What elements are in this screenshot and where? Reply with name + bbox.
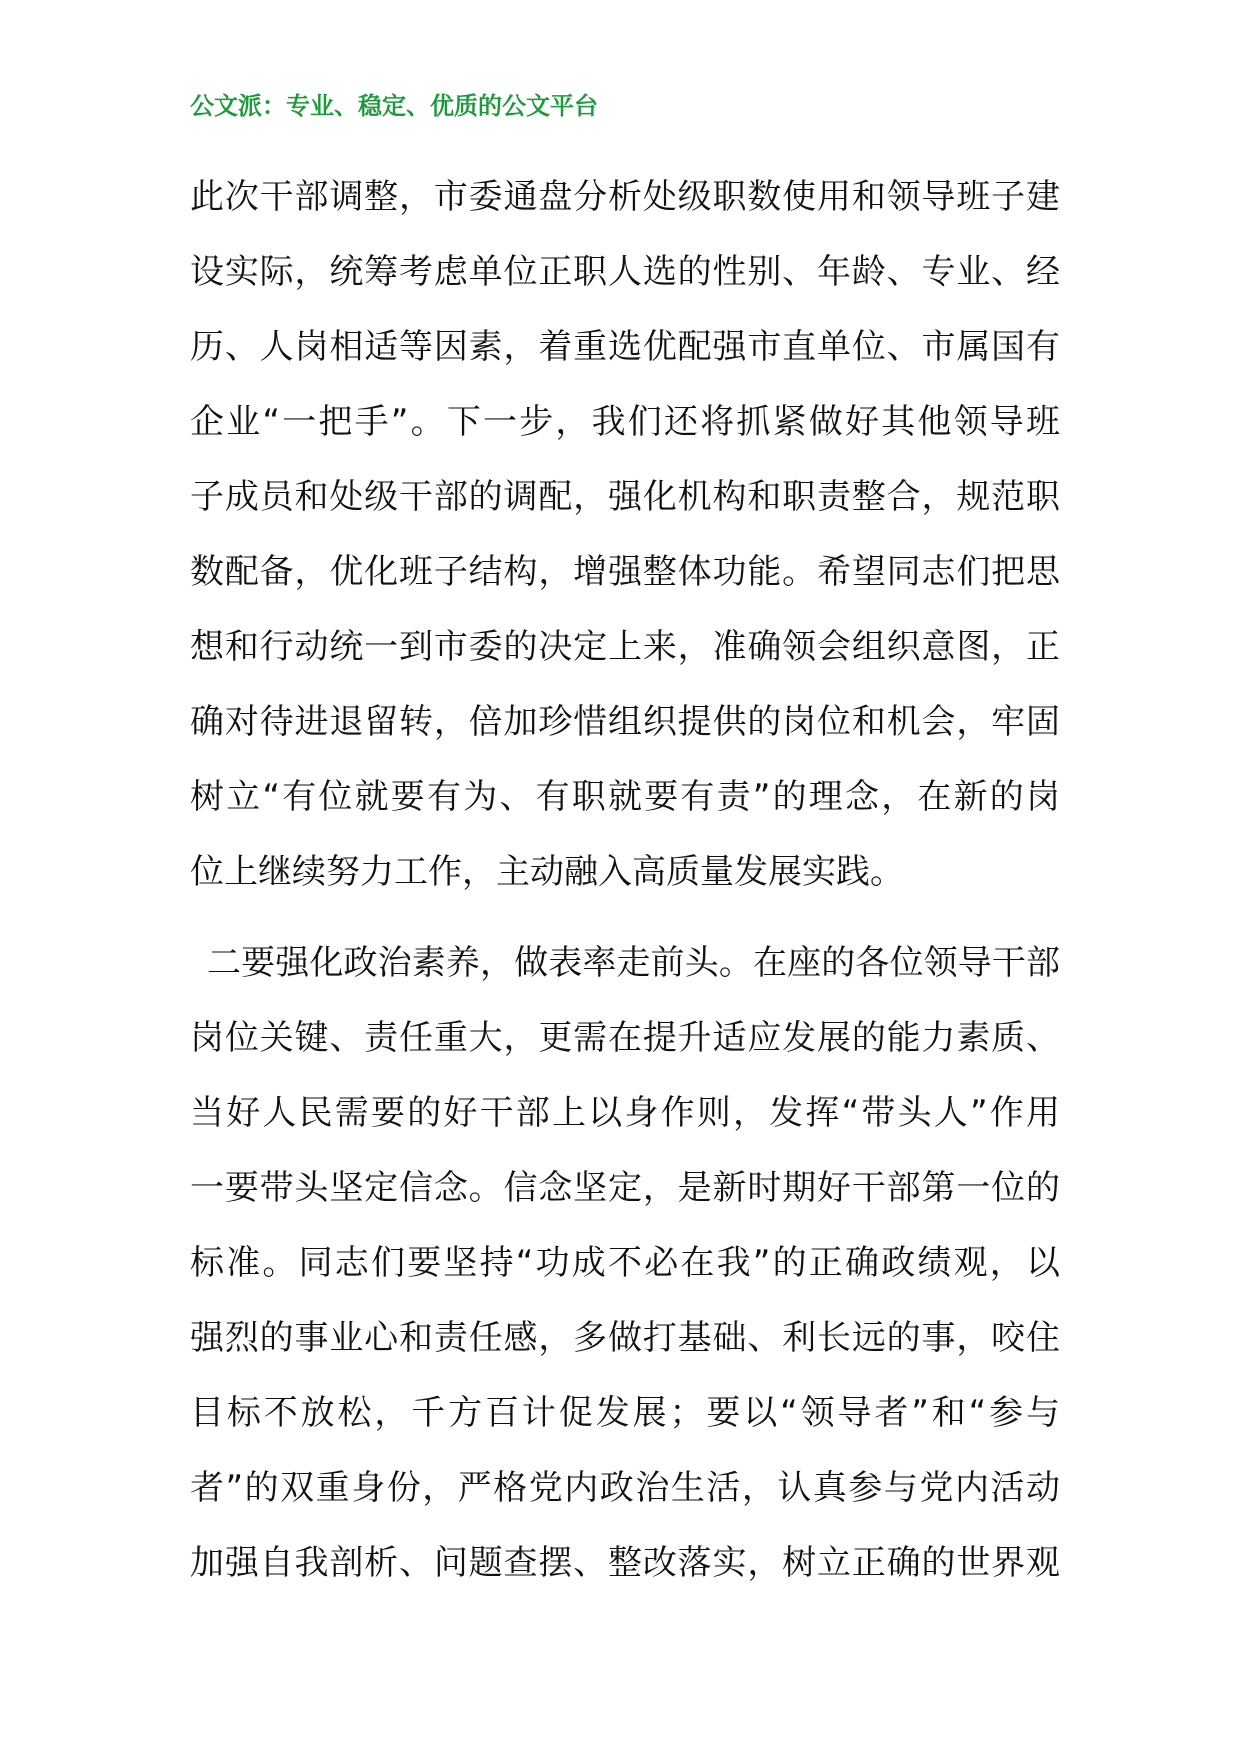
paragraph-spacer	[190, 910, 1060, 926]
paragraph-2	[190, 926, 1060, 1601]
paragraph-2-line: 当好人民需要的好干部上以身作则，发挥“带头人”作用	[190, 1093, 1060, 1133]
paragraph-1	[190, 160, 1060, 910]
paragraph-2-line: 二要强化政治素养，做表率走前头。在座的各位领导干部	[207, 943, 1060, 983]
paragraph-2-line: 强烈的事业心和责任感，多做打基础、利长远的事，咬住	[190, 1318, 1060, 1358]
paragraph-1-line: 数配备，优化班子结构，增强整体功能。希望同志们把思	[190, 552, 1060, 592]
paragraph-2-line: 标准。同志们要坚持“功成不必在我”的正确政绩观，以	[190, 1243, 1060, 1283]
paragraph-1-line: 确对待进退留转，倍加珍惜组织提供的岗位和机会，牢固	[190, 702, 1060, 742]
paragraph-2-line: 者”的双重身份，严格党内政治生活，认真参与党内活动	[190, 1468, 1060, 1508]
paragraph-1-line: 树立“有位就要有为、有职就要有责”的理念，在新的岗	[190, 777, 1060, 817]
paragraph-2-line: 加强自我剖析、问题查摆、整改落实，树立正确的世界观	[190, 1543, 1060, 1583]
paragraph-1-line: 子成员和处级干部的调配，强化机构和职责整合，规范职	[190, 477, 1060, 517]
page-header: 公文派：专业、稳定、优质的公文平台	[190, 91, 598, 120]
document-body	[190, 160, 1060, 1601]
paragraph-2-line: 目标不放松，千方百计促发展；要以“领导者”和“参与	[190, 1393, 1060, 1433]
paragraph-1-line: 此次干部调整，市委通盘分析处级职数使用和领导班子建	[190, 177, 1060, 217]
paragraph-1-line: 企业“一把手”。下一步，我们还将抓紧做好其他领导班	[190, 402, 1060, 442]
paragraph-1-line: 位上继续努力工作，主动融入高质量发展实践。	[190, 852, 904, 892]
paragraph-2-line: 一要带头坚定信念。信念坚定，是新时期好干部第一位的	[190, 1168, 1060, 1208]
paragraph-1-line: 设实际，统筹考虑单位正职人选的性别、年龄、专业、经	[190, 252, 1060, 292]
paragraph-2-line: 岗位关键、责任重大，更需在提升适应发展的能力素质、	[190, 1018, 1060, 1058]
paragraph-1-line: 想和行动统一到市委的决定上来，准确领会组织意图，正	[190, 627, 1060, 667]
paragraph-1-line: 历、人岗相适等因素，着重选优配强市直单位、市属国有	[190, 327, 1060, 367]
